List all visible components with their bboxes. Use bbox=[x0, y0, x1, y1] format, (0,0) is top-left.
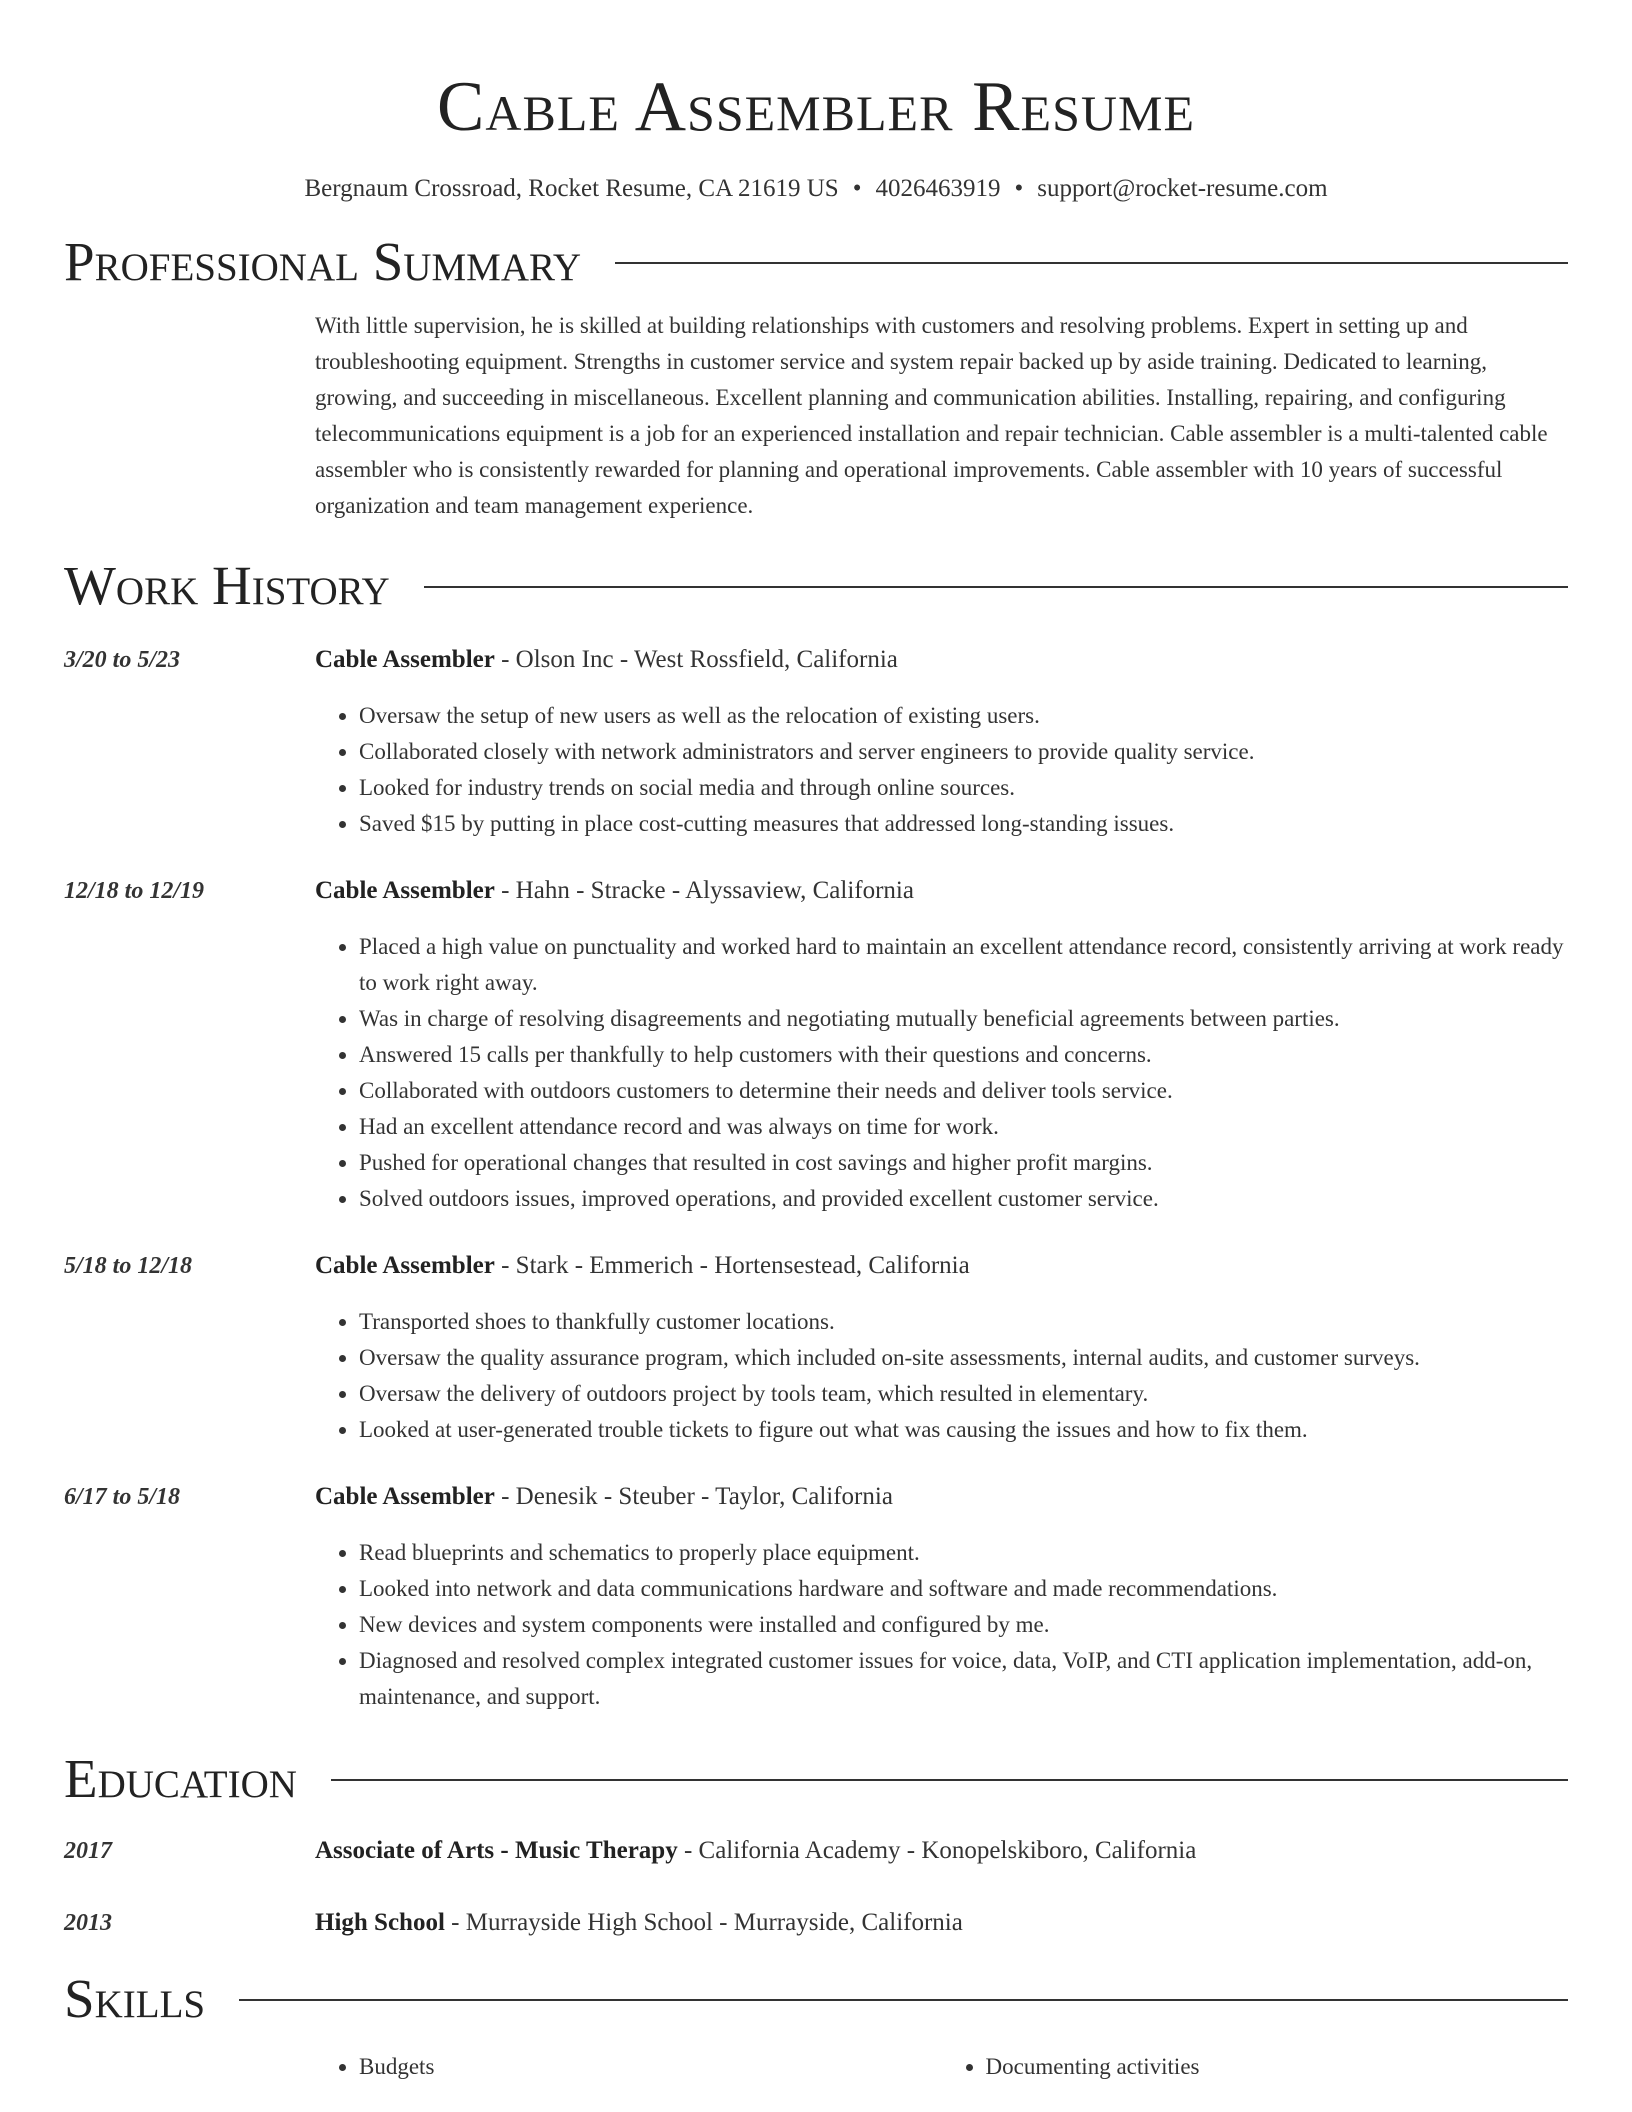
job-title: Cable Assembler bbox=[315, 877, 495, 904]
job-bullet: • Answered 15 calls per thankfully to help customers with their questions and concerns. bbox=[359, 1037, 1568, 1073]
job-dates: 5/18 to 12/18 bbox=[64, 1253, 193, 1279]
work-heading: Work History bbox=[64, 555, 390, 616]
work-section-header bbox=[64, 554, 1568, 618]
contact-separator: • bbox=[852, 175, 862, 202]
education-heading-line bbox=[315, 1835, 1568, 1867]
job-bullet: • Pushed for operational changes that resulted in cost savings and higher profit margins. bbox=[359, 1145, 1568, 1181]
job-bullets bbox=[315, 929, 1568, 1217]
education-entry bbox=[64, 1835, 1568, 1867]
job-bullet: • Solved outdoors issues, improved operations, and provided excellent customer service. bbox=[359, 1181, 1568, 1217]
education-degree: Associate of Arts - Music Therapy bbox=[315, 1837, 678, 1864]
job-bullet: • Oversaw the quality assurance program, which included on-site assessments, internal audits, and customer surveys. bbox=[359, 1340, 1568, 1376]
education-entry bbox=[64, 1907, 1568, 1939]
job-bullets bbox=[315, 698, 1568, 842]
summary-heading: Professional Summary bbox=[64, 231, 582, 292]
job-details: - Denesik - Steuber - Taylor, California bbox=[494, 1483, 893, 1510]
contact-phone: 4026463919 bbox=[875, 175, 1001, 202]
skills-column bbox=[315, 2049, 942, 2085]
job-bullet: • Had an excellent attendance record and was always on time for work. bbox=[359, 1109, 1568, 1145]
education-year: 2017 bbox=[64, 1838, 112, 1864]
summary-section-header bbox=[64, 230, 1568, 294]
job-list bbox=[64, 644, 1568, 1715]
job-bullets bbox=[315, 1535, 1568, 1715]
summary-text: With little supervision, he is skilled at building relationships with customers and resolving problems. Expert in setting up and troubleshooting equipment. Strengths in customer service and system repair backed up by aside training. Dedicated to learning, growing, and succeeding in miscellaneous. Excellent planning and communication abilities. Installing, repairing, and configuring telecommunications equipment is a job for an experienced installation and repair technician. Cable assembler is a multi-talented cable assembler who is consistently rewarded for planning and operational improvements. Cable assembler with 10 years of successful organization and team management experience. bbox=[315, 313, 1548, 518]
job-body bbox=[315, 875, 1568, 1217]
skills-heading: Skills bbox=[64, 1968, 206, 2029]
job-body bbox=[315, 644, 1568, 842]
job-bullet: • Looked into network and data communications hardware and software and made recommendations. bbox=[359, 1571, 1568, 1607]
section-divider bbox=[239, 1999, 1568, 2001]
job-title: Cable Assembler bbox=[315, 1252, 495, 1279]
education-year: 2013 bbox=[64, 1910, 112, 1936]
job-dates: 12/18 to 12/19 bbox=[64, 878, 205, 904]
contact-email: support@rocket-resume.com bbox=[1037, 175, 1328, 202]
job-title: Cable Assembler bbox=[315, 1483, 495, 1510]
education-details: - California Academy - Konopelskiboro, California bbox=[677, 1837, 1197, 1864]
job-entry bbox=[64, 1250, 1568, 1448]
job-bullet: • Looked for industry trends on social media and through online sources. bbox=[359, 770, 1568, 806]
skill-item: • Documenting activities bbox=[986, 2049, 1569, 2085]
section-divider bbox=[424, 586, 1568, 588]
section-divider bbox=[331, 1779, 1568, 1781]
education-heading-line bbox=[315, 1907, 1568, 1939]
job-title: Cable Assembler bbox=[315, 646, 495, 673]
contact-separator: • bbox=[1014, 175, 1024, 202]
job-body bbox=[315, 1481, 1568, 1715]
skill-item: • Budgets bbox=[359, 2049, 942, 2085]
job-bullet: • Collaborated with outdoors customers to determine their needs and deliver tools service. bbox=[359, 1073, 1568, 1109]
job-entry bbox=[64, 644, 1568, 842]
job-bullet: • Diagnosed and resolved complex integrated customer issues for voice, data, VoIP, and CTI application implementation, add-on, maintenance, and support. bbox=[359, 1643, 1568, 1715]
job-bullet: • Placed a high value on punctuality and worked hard to maintain an excellent attendance record, consistently arriving at work ready to work right away. bbox=[359, 929, 1568, 1001]
education-section-header bbox=[64, 1747, 1568, 1811]
job-entry bbox=[64, 875, 1568, 1217]
job-heading bbox=[315, 1250, 1568, 1282]
section-divider bbox=[615, 262, 1568, 264]
job-heading bbox=[315, 1481, 1568, 1513]
job-bullet: • New devices and system components were installed and configured by me. bbox=[359, 1607, 1568, 1643]
job-heading bbox=[315, 875, 1568, 907]
job-body bbox=[315, 1250, 1568, 1448]
job-dates: 6/17 to 5/18 bbox=[64, 1484, 181, 1510]
job-heading bbox=[315, 644, 1568, 676]
education-list bbox=[64, 1835, 1568, 1939]
job-bullet: • Collaborated closely with network administrators and server engineers to provide quality service. bbox=[359, 734, 1568, 770]
job-bullet: • Oversaw the setup of new users as well as the relocation of existing users. bbox=[359, 698, 1568, 734]
job-bullet: • Was in charge of resolving disagreements and negotiating mutually beneficial agreements between parties. bbox=[359, 1001, 1568, 1037]
job-dates: 3/20 to 5/23 bbox=[64, 647, 181, 673]
skills-column bbox=[942, 2049, 1569, 2085]
job-bullet: • Oversaw the delivery of outdoors project by tools team, which resulted in elementary. bbox=[359, 1376, 1568, 1412]
skills-grid bbox=[315, 2049, 1568, 2085]
job-bullet: • Read blueprints and schematics to properly place equipment. bbox=[359, 1535, 1568, 1571]
job-details: - Hahn - Stracke - Alyssaview, California bbox=[494, 877, 914, 904]
job-details: - Stark - Emmerich - Hortensestead, California bbox=[494, 1252, 970, 1279]
education-degree: High School bbox=[315, 1909, 445, 1936]
resume-page bbox=[64, 0, 1568, 2085]
education-heading: Education bbox=[64, 1748, 297, 1809]
skills-section-header bbox=[64, 1967, 1568, 2031]
job-details: - Olson Inc - West Rossfield, California bbox=[494, 646, 898, 673]
education-details: - Murrayside High School - Murrayside, California bbox=[444, 1909, 963, 1936]
contact-line bbox=[64, 174, 1568, 204]
contact-address: Bergnaum Crossroad, Rocket Resume, CA 21619 US bbox=[304, 175, 839, 202]
resume-title: Cable Assembler Resume bbox=[437, 68, 1195, 146]
job-entry bbox=[64, 1481, 1568, 1715]
job-bullet: • Saved $15 by putting in place cost-cutting measures that addressed long-standing issues. bbox=[359, 806, 1568, 842]
job-bullets bbox=[315, 1304, 1568, 1448]
job-bullet: • Transported shoes to thankfully customer locations. bbox=[359, 1304, 1568, 1340]
job-bullet: • Looked at user-generated trouble tickets to figure out what was causing the issues and how to fix them. bbox=[359, 1412, 1568, 1448]
